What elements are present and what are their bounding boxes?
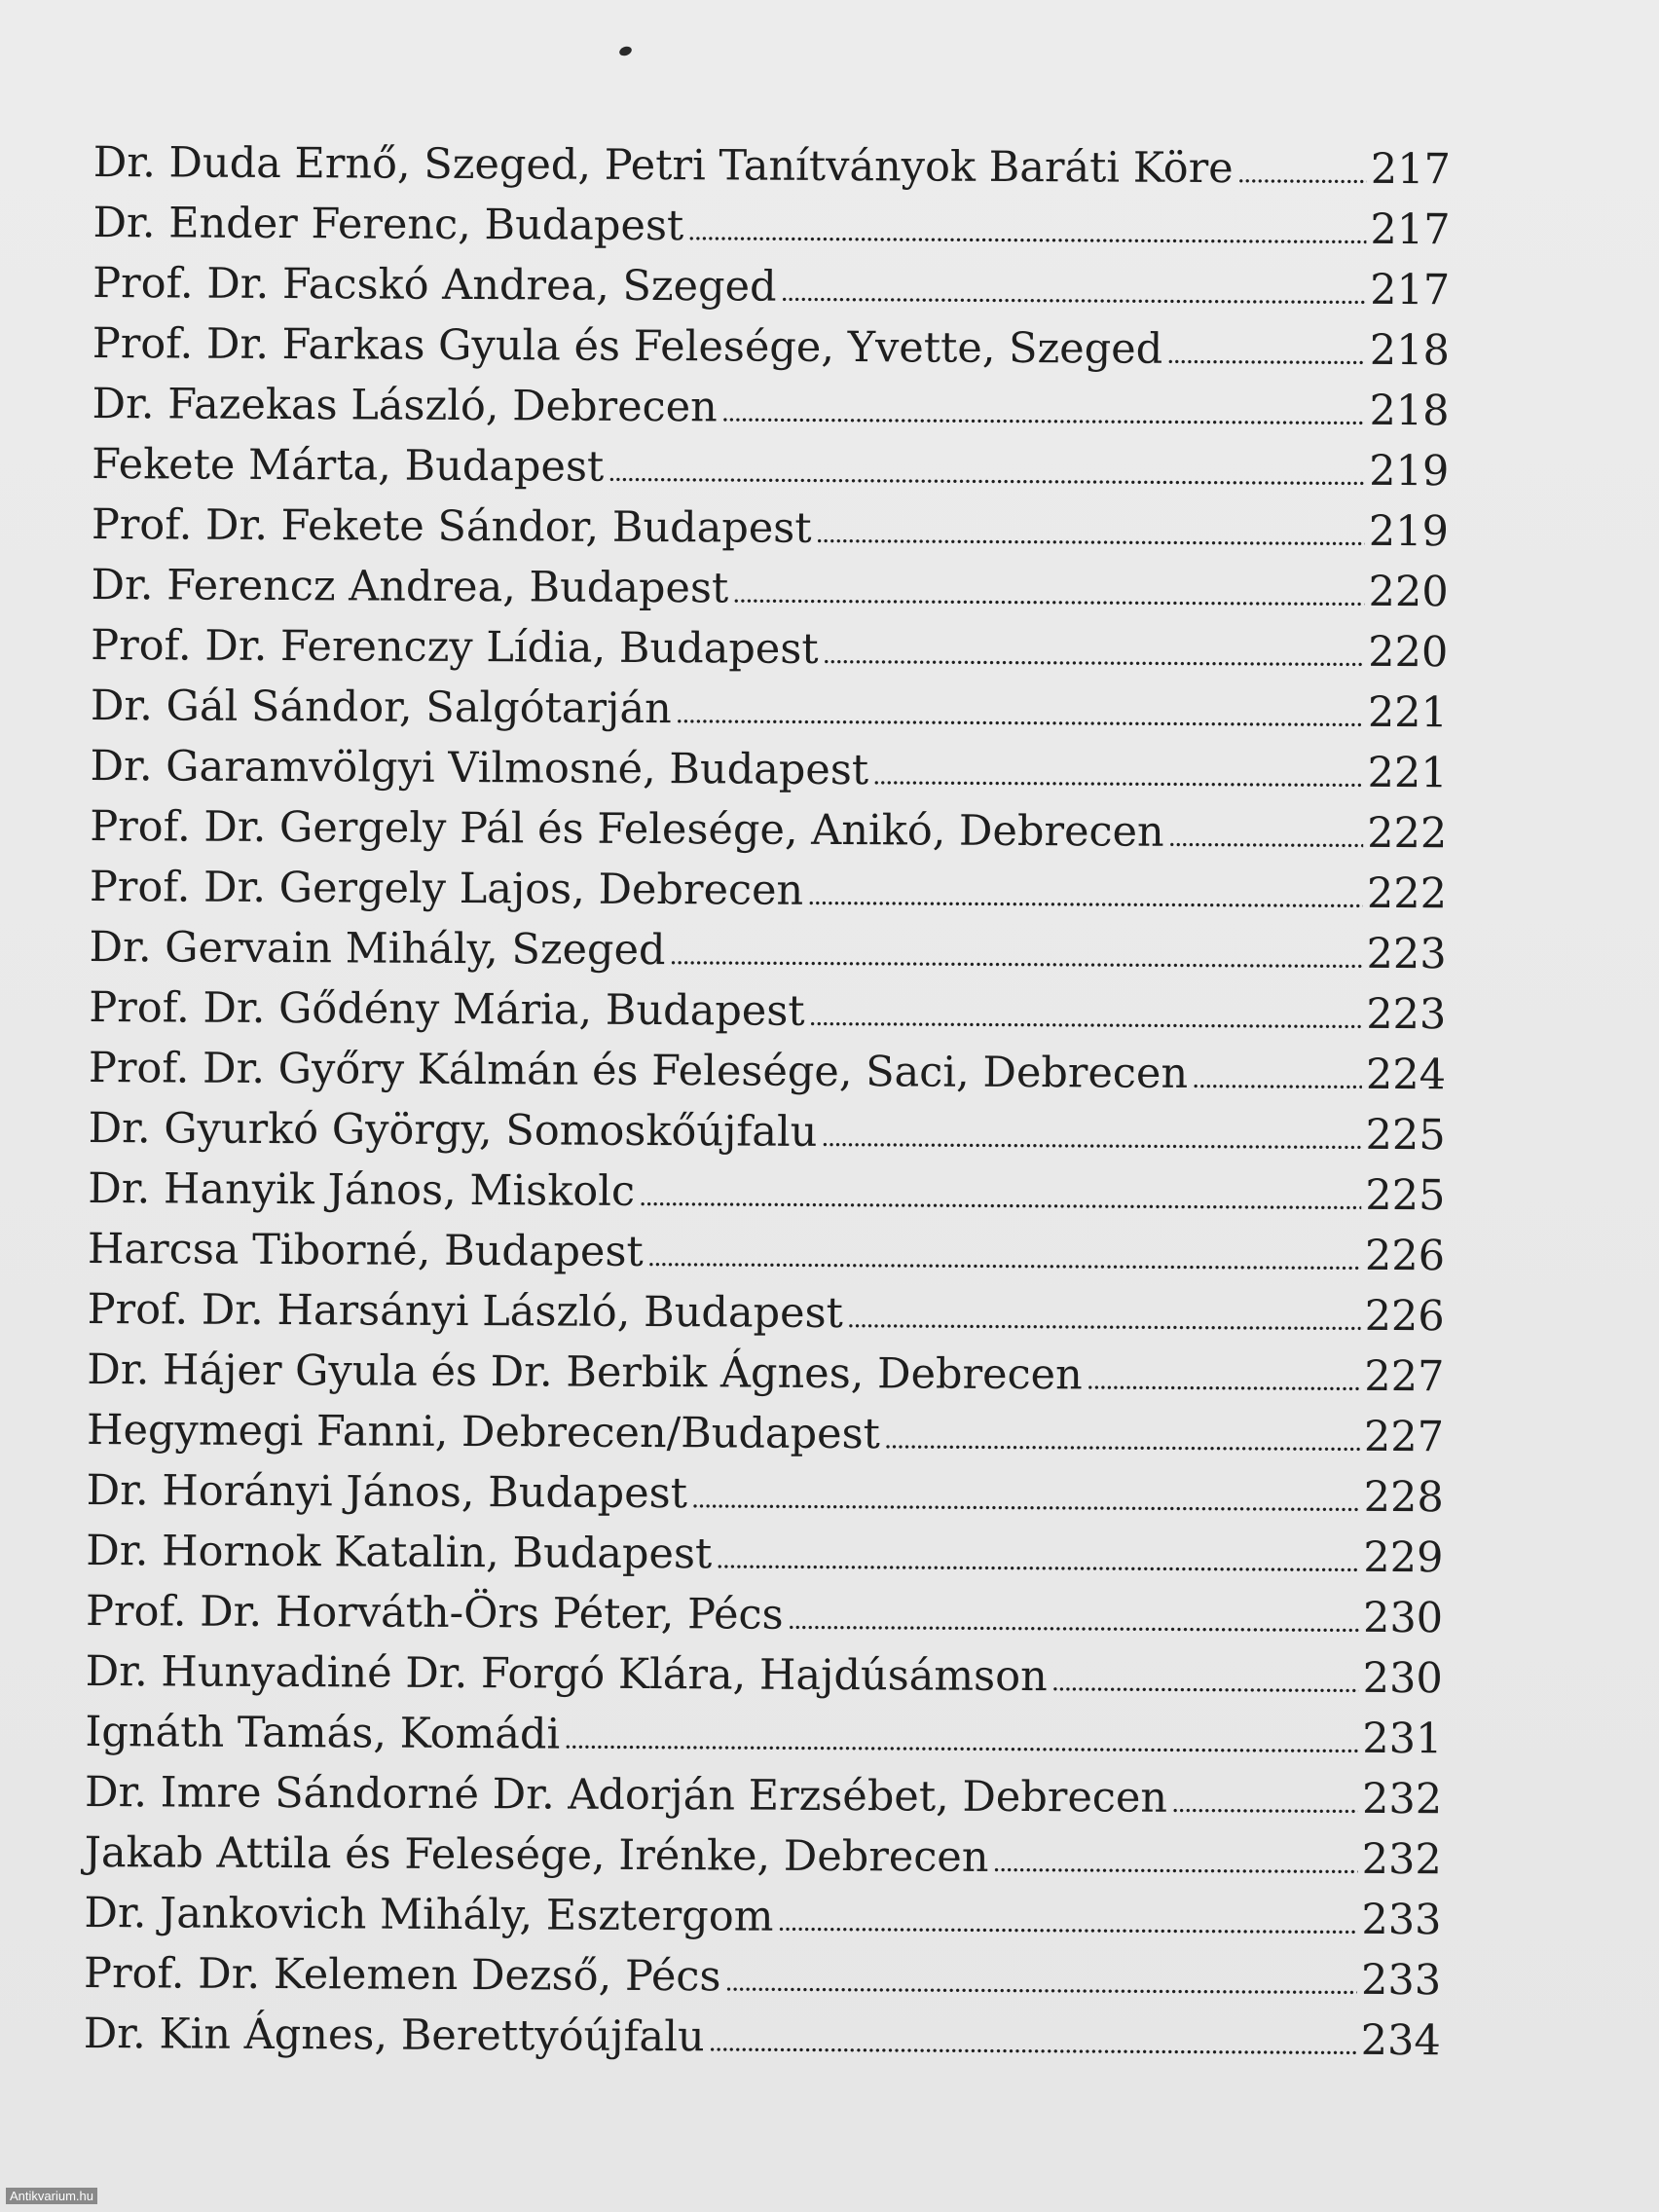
toc-entry-page: 233 (1360, 1955, 1442, 2006)
toc-leader-dots (872, 740, 1364, 809)
toc-leader-dots (716, 1524, 1359, 1593)
toc-entry (92, 434, 1450, 501)
toc-leader-dots (732, 558, 1365, 627)
toc-entry (86, 1400, 1445, 1467)
toc-entry-name: Prof. Dr. Harsányi László, Budapest (87, 1284, 844, 1339)
toc-entry (90, 736, 1448, 803)
watermark: Antikvarium.hu (6, 2188, 97, 2204)
toc-entry (92, 132, 1452, 200)
toc-entry (86, 1521, 1444, 1588)
toc-leader-dots (807, 861, 1363, 930)
toc-entry-page: 230 (1362, 1593, 1444, 1643)
toc-leader-dots (780, 257, 1366, 326)
toc-entry-name: Dr. Ender Ferenc, Budapest (92, 198, 684, 251)
toc-leader-dots (1236, 138, 1367, 205)
toc-leader-dots (821, 1102, 1362, 1171)
toc-leader-dots (1051, 1646, 1359, 1714)
toc-entry (89, 977, 1447, 1045)
toc-entry (85, 1823, 1440, 1890)
toc-leader-dots (815, 498, 1365, 568)
toc-entry-name: Prof. Dr. Kelemen Dezső, Pécs (83, 1948, 721, 2002)
toc-entry (91, 615, 1449, 682)
toc-entry-page: 230 (1362, 1653, 1443, 1704)
toc-leader-dots (676, 679, 1365, 749)
toc-entry-page: 234 (1360, 2015, 1441, 2066)
toc-leader-dots (1171, 1768, 1358, 1835)
toc-entry-page: 222 (1367, 808, 1448, 859)
toc-entry-page: 220 (1368, 567, 1449, 617)
toc-entry (91, 495, 1450, 562)
toc-entry-page: 233 (1361, 1895, 1442, 1945)
toc-entry-name: Jakab Attila és Felesége, Irénke, Debrecen (84, 1827, 989, 1882)
toc-entry (92, 374, 1450, 441)
toc-entry-page: 217 (1370, 265, 1451, 315)
toc-leader-dots (669, 920, 1362, 990)
toc-leader-dots (847, 1283, 1361, 1352)
toc-entry (90, 796, 1448, 864)
toc-leader-dots (647, 1222, 1362, 1292)
toc-leader-dots (691, 1463, 1360, 1533)
toc-entry-page: 219 (1368, 506, 1450, 557)
toc-entry-page: 232 (1361, 1834, 1442, 1885)
toc-entry-name: Dr. Kin Ágnes, Berettyóújfalu (83, 2009, 705, 2062)
toc-entry-name: Dr. Garamvölgyi Vilmosné, Budapest (90, 741, 869, 795)
toc-entry-page: 232 (1361, 1774, 1443, 1825)
toc-entry-page: 227 (1363, 1412, 1445, 1462)
toc-entry-page: 227 (1364, 1351, 1445, 1402)
toc-entry (84, 1762, 1443, 1829)
toc-entry-name: Hegymegi Fanni, Debrecen/Budapest (86, 1405, 881, 1459)
toc-entry-name: Prof. Dr. Facskó Andrea, Szeged (92, 258, 777, 312)
table-of-contents (83, 132, 1452, 2071)
toc-entry-name: Dr. Jankovich Mihály, Esztergom (84, 1888, 774, 1941)
toc-entry-page: 218 (1369, 386, 1450, 436)
toc-entry-page: 223 (1366, 929, 1447, 979)
toc-entry-name: Dr. Hanyik János, Miskolc (88, 1163, 636, 1216)
toc-entry-page: 226 (1364, 1231, 1446, 1281)
toc-entry (89, 857, 1448, 924)
toc-entry-name: Dr. Horányi János, Budapest (86, 1465, 688, 1519)
toc-entry (87, 1340, 1445, 1407)
toc-leader-dots (608, 437, 1365, 507)
toc-entry (86, 1641, 1441, 1709)
toc-entry-name: Dr. Gervain Mihály, Szeged (89, 922, 666, 976)
toc-entry-page: 231 (1362, 1714, 1443, 1764)
toc-entry-name: Prof. Dr. Győry Kálmán és Felesége, Saci, Debrecen (88, 1043, 1189, 1098)
toc-entry-name: Ignáth Tamás, Komádi (85, 1707, 561, 1759)
toc-entry-page: 226 (1364, 1291, 1445, 1342)
toc-entry (84, 1883, 1442, 1950)
toc-entry (85, 1581, 1444, 1648)
toc-entry-name: Dr. Hunyadiné Dr. Forgó Klára, Hajdúsámson (85, 1646, 1048, 1702)
toc-leader-dots (708, 2007, 1357, 2076)
toc-entry-page: 229 (1363, 1532, 1444, 1583)
toc-entry-name: Dr. Hájer Gyula és Dr. Berbik Ágnes, Debrecen (87, 1345, 1083, 1400)
toc-entry-page: 217 (1370, 144, 1452, 195)
toc-entry-page: 225 (1365, 1110, 1446, 1161)
toc-entry (87, 1219, 1446, 1286)
toc-entry-page: 217 (1370, 204, 1451, 255)
toc-leader-dots (777, 1887, 1357, 1956)
toc-entry (89, 917, 1447, 984)
toc-entry-name: Harcsa Tiborné, Budapest (87, 1224, 644, 1276)
toc-entry-page: 224 (1365, 1050, 1447, 1100)
toc-entry (88, 1098, 1446, 1165)
toc-entry (88, 1038, 1447, 1105)
toc-entry-page: 220 (1368, 627, 1449, 678)
toc-entry-name: Dr. Hornok Katalin, Budapest (86, 1526, 713, 1579)
toc-entry (85, 1702, 1443, 1769)
toc-leader-dots (724, 1946, 1357, 2015)
toc-entry-page: 223 (1366, 989, 1447, 1040)
toc-entry-name: Prof. Dr. Farkas Gyula és Felesége, Yvette, Szeged (92, 318, 1163, 374)
toc-entry-page: 228 (1363, 1472, 1444, 1523)
toc-entry (84, 2004, 1439, 2071)
toc-entry-page: 221 (1367, 748, 1448, 798)
toc-entry-name: Dr. Gál Sándor, Salgótarján (90, 681, 672, 734)
toc-leader-dots (1167, 802, 1363, 869)
toc-entry-name: Dr. Fazekas László, Debrecen (92, 379, 718, 432)
toc-leader-dots (822, 619, 1364, 688)
toc-entry (91, 555, 1449, 622)
toc-leader-dots (1192, 1044, 1362, 1111)
toc-entry (92, 253, 1451, 320)
toc-entry-name: Fekete Márta, Budapest (92, 439, 605, 492)
toc-leader-dots (884, 1404, 1360, 1473)
toc-entry-name: Prof. Dr. Gergely Lajos, Debrecen (89, 862, 804, 915)
toc-leader-dots (1166, 319, 1366, 387)
toc-leader-dots (808, 981, 1362, 1051)
toc-leader-dots (564, 1705, 1359, 1775)
toc-leader-dots (787, 1585, 1359, 1654)
toc-leader-dots (992, 1827, 1358, 1896)
ink-speck (618, 45, 633, 57)
toc-leader-dots (1087, 1345, 1361, 1412)
toc-leader-dots (639, 1161, 1362, 1232)
toc-entry-page: 219 (1369, 446, 1450, 497)
toc-entry-name: Dr. Imre Sándorné Dr. Adorján Erzsébet, Debrecen (84, 1767, 1168, 1823)
toc-leader-dots (721, 377, 1366, 446)
toc-entry-page: 218 (1369, 325, 1451, 376)
toc-entry-page: 221 (1367, 687, 1449, 738)
toc-leader-dots (687, 196, 1367, 266)
toc-entry (92, 193, 1451, 260)
toc-entry (88, 1279, 1443, 1346)
toc-entry (88, 1159, 1446, 1226)
toc-entry-page: 222 (1366, 868, 1448, 919)
toc-entry-name: Prof. Dr. Fekete Sándor, Budapest (91, 499, 812, 553)
toc-entry-name: Prof. Dr. Gergely Pál és Felesége, Anikó, Debrecen (90, 801, 1164, 857)
toc-entry (87, 1460, 1442, 1528)
toc-entry-name: Prof. Dr. Ferenczy Lídia, Budapest (91, 620, 819, 674)
toc-entry-name: Dr. Ferencz Andrea, Budapest (91, 560, 729, 613)
toc-entry-page: 225 (1365, 1170, 1446, 1221)
toc-entry (90, 676, 1449, 743)
toc-entry-name: Prof. Dr. Gődény Mária, Budapest (89, 982, 805, 1036)
toc-entry (92, 313, 1451, 381)
toc-entry-name: Dr. Duda Ernő, Szeged, Petri Tanítványok Baráti Köre (92, 137, 1234, 194)
toc-entry (83, 1943, 1442, 2010)
toc-entry-name: Prof. Dr. Horváth-Örs Péter, Pécs (85, 1586, 784, 1640)
toc-entry-name: Dr. Gyurkó György, Somoskőújfalu (88, 1103, 818, 1157)
